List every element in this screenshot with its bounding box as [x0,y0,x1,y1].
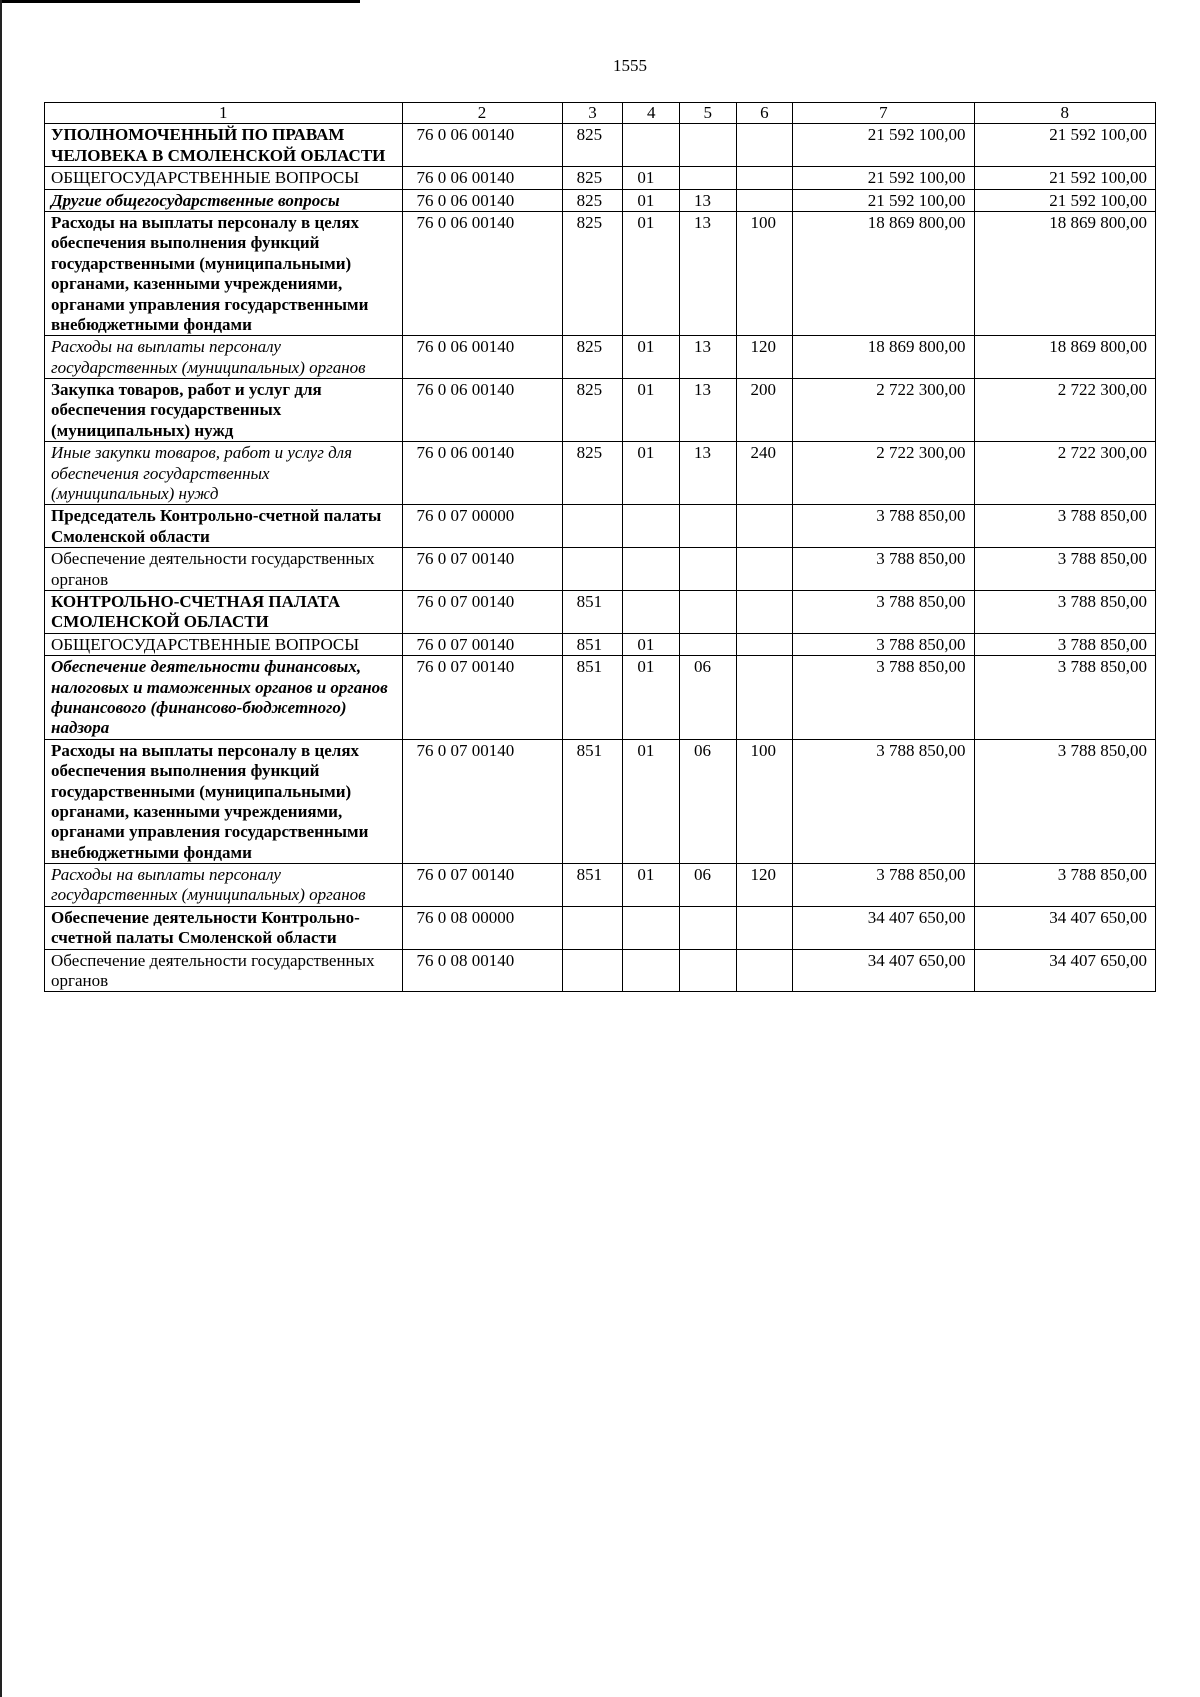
amount-cell-col8: 3 788 850,00 [974,656,1155,740]
amount-cell-col8: 21 592 100,00 [974,124,1155,167]
amount-cell-col8: 3 788 850,00 [974,590,1155,633]
table-row [45,906,1156,949]
target-article-cell: 76 0 06 00140 [402,442,562,505]
department-code-cell: 825 [562,442,623,505]
amount-cell-col8: 3 788 850,00 [974,633,1155,655]
section-code-cell [623,590,680,633]
amount-cell-col8: 34 407 650,00 [974,906,1155,949]
amount-cell-col8: 18 869 800,00 [974,211,1155,335]
subsection-code-cell: 13 [679,379,736,442]
target-article-cell: 76 0 07 00140 [402,656,562,740]
subsection-code-cell [679,505,736,548]
department-code-cell: 825 [562,189,623,211]
row-name-cell: Обеспечение деятельности Контрольно-счетной палаты Смоленской области [45,906,403,949]
amount-cell-col8: 2 722 300,00 [974,442,1155,505]
amount-cell-col8: 2 722 300,00 [974,379,1155,442]
section-code-cell: 01 [623,189,680,211]
target-article-cell: 76 0 07 00140 [402,633,562,655]
amount-cell-col7: 18 869 800,00 [793,211,974,335]
expense-type-cell: 120 [736,864,793,907]
section-code-cell [623,505,680,548]
amount-cell-col8: 3 788 850,00 [974,864,1155,907]
department-code-cell: 825 [562,336,623,379]
expense-type-cell [736,949,793,992]
section-code-cell: 01 [623,633,680,655]
subsection-code-cell [679,633,736,655]
amount-cell-col8: 3 788 850,00 [974,739,1155,863]
section-code-cell: 01 [623,739,680,863]
row-name-cell: Обеспечение деятельности государственных органов [45,949,403,992]
row-name-cell: Обеспечение деятельности финансовых, налоговых и таможенных органов и органов финансового (финансово-бюджетного) надзора [45,656,403,740]
amount-cell-col7: 34 407 650,00 [793,949,974,992]
table-body [45,124,1156,992]
expense-type-cell: 120 [736,336,793,379]
expense-type-cell: 100 [736,739,793,863]
column-header: 1 [45,103,403,124]
column-header: 5 [679,103,736,124]
table-row [45,211,1156,335]
row-name-cell: УПОЛНОМОЧЕННЫЙ ПО ПРАВАМ ЧЕЛОВЕКА В СМОЛЕНСКОЙ ОБЛАСТИ [45,124,403,167]
amount-cell-col7: 3 788 850,00 [793,656,974,740]
department-code-cell [562,505,623,548]
subsection-code-cell: 06 [679,864,736,907]
row-name-cell: Другие общегосударственные вопросы [45,189,403,211]
target-article-cell: 76 0 06 00140 [402,336,562,379]
subsection-code-cell [679,590,736,633]
target-article-cell: 76 0 06 00140 [402,189,562,211]
expense-type-cell [736,656,793,740]
target-article-cell: 76 0 07 00140 [402,548,562,591]
section-code-cell: 01 [623,379,680,442]
row-name-cell: ОБЩЕГОСУДАРСТВЕННЫЕ ВОПРОСЫ [45,167,403,189]
expense-type-cell: 240 [736,442,793,505]
subsection-code-cell: 13 [679,442,736,505]
table-row [45,949,1156,992]
row-name-cell: Обеспечение деятельности государственных органов [45,548,403,591]
amount-cell-col8: 3 788 850,00 [974,548,1155,591]
section-code-cell: 01 [623,442,680,505]
table-header-row [45,103,1156,124]
row-name-cell: Расходы на выплаты персоналу в целях обеспечения выполнения функций государственными (муниципальными) органами, казенными учреждениями, органами управления государственными внебюджетными фондами [45,211,403,335]
target-article-cell: 76 0 07 00140 [402,590,562,633]
table-row [45,336,1156,379]
row-name-cell: Расходы на выплаты персоналу государственных (муниципальных) органов [45,864,403,907]
amount-cell-col7: 3 788 850,00 [793,505,974,548]
table-row [45,590,1156,633]
target-article-cell: 76 0 07 00000 [402,505,562,548]
row-name-cell: Закупка товаров, работ и услуг для обеспечения государственных (муниципальных) нужд [45,379,403,442]
table-row [45,379,1156,442]
expense-type-cell [736,590,793,633]
section-code-cell: 01 [623,211,680,335]
amount-cell-col8: 18 869 800,00 [974,336,1155,379]
row-name-cell: ОБЩЕГОСУДАРСТВЕННЫЕ ВОПРОСЫ [45,633,403,655]
table-row [45,864,1156,907]
amount-cell-col7: 34 407 650,00 [793,906,974,949]
target-article-cell: 76 0 08 00140 [402,949,562,992]
page-number: 1555 [613,56,647,75]
department-code-cell [562,949,623,992]
row-name-cell: Председатель Контрольно-счетной палаты Смоленской области [45,505,403,548]
row-name-cell: Расходы на выплаты персоналу в целях обеспечения выполнения функций государственными (муниципальными) органами, казенными учреждениями, органами управления государственными внебюджетными фондами [45,739,403,863]
subsection-code-cell [679,906,736,949]
expense-type-cell [736,189,793,211]
amount-cell-col7: 2 722 300,00 [793,442,974,505]
amount-cell-col8: 21 592 100,00 [974,167,1155,189]
target-article-cell: 76 0 06 00140 [402,379,562,442]
subsection-code-cell: 13 [679,189,736,211]
table-row [45,124,1156,167]
left-scan-edge [0,0,2,1697]
department-code-cell: 851 [562,656,623,740]
amount-cell-col7: 3 788 850,00 [793,864,974,907]
subsection-code-cell: 13 [679,336,736,379]
amount-cell-col8: 3 788 850,00 [974,505,1155,548]
section-code-cell [623,906,680,949]
target-article-cell: 76 0 06 00140 [402,167,562,189]
table-row [45,442,1156,505]
section-code-cell: 01 [623,656,680,740]
row-name-cell: Расходы на выплаты персоналу государственных (муниципальных) органов [45,336,403,379]
budget-table [44,102,1156,992]
amount-cell-col7: 2 722 300,00 [793,379,974,442]
table-row [45,189,1156,211]
expense-type-cell [736,548,793,591]
target-article-cell: 76 0 08 00000 [402,906,562,949]
table-row [45,633,1156,655]
table-row [45,505,1156,548]
amount-cell-col7: 3 788 850,00 [793,590,974,633]
subsection-code-cell: 06 [679,739,736,863]
column-header: 3 [562,103,623,124]
amount-cell-col8: 21 592 100,00 [974,189,1155,211]
department-code-cell: 851 [562,864,623,907]
column-header: 4 [623,103,680,124]
department-code-cell: 851 [562,633,623,655]
amount-cell-col7: 21 592 100,00 [793,124,974,167]
top-border-line [0,0,360,3]
expense-type-cell [736,505,793,548]
subsection-code-cell [679,548,736,591]
subsection-code-cell [679,949,736,992]
department-code-cell [562,906,623,949]
table-row [45,167,1156,189]
expense-type-cell: 100 [736,211,793,335]
department-code-cell: 825 [562,211,623,335]
amount-cell-col7: 18 869 800,00 [793,336,974,379]
target-article-cell: 76 0 07 00140 [402,864,562,907]
column-header: 6 [736,103,793,124]
expense-type-cell [736,906,793,949]
department-code-cell [562,548,623,591]
row-name-cell: Иные закупки товаров, работ и услуг для обеспечения государственных (муниципальных) нужд [45,442,403,505]
section-code-cell [623,548,680,591]
department-code-cell: 851 [562,590,623,633]
department-code-cell: 825 [562,124,623,167]
column-header: 2 [402,103,562,124]
column-header: 8 [974,103,1155,124]
subsection-code-cell: 13 [679,211,736,335]
amount-cell-col7: 21 592 100,00 [793,167,974,189]
department-code-cell: 825 [562,167,623,189]
column-header: 7 [793,103,974,124]
amount-cell-col8: 34 407 650,00 [974,949,1155,992]
amount-cell-col7: 21 592 100,00 [793,189,974,211]
expense-type-cell [736,167,793,189]
table-row [45,548,1156,591]
amount-cell-col7: 3 788 850,00 [793,548,974,591]
expense-type-cell [736,124,793,167]
amount-cell-col7: 3 788 850,00 [793,633,974,655]
table-row [45,656,1156,740]
section-code-cell: 01 [623,167,680,189]
target-article-cell: 76 0 06 00140 [402,211,562,335]
section-code-cell [623,949,680,992]
subsection-code-cell [679,167,736,189]
row-name-cell: КОНТРОЛЬНО-СЧЕТНАЯ ПАЛАТА СМОЛЕНСКОЙ ОБЛАСТИ [45,590,403,633]
subsection-code-cell: 06 [679,656,736,740]
department-code-cell: 825 [562,379,623,442]
target-article-cell: 76 0 06 00140 [402,124,562,167]
section-code-cell: 01 [623,864,680,907]
target-article-cell: 76 0 07 00140 [402,739,562,863]
section-code-cell [623,124,680,167]
department-code-cell: 851 [562,739,623,863]
expense-type-cell [736,633,793,655]
amount-cell-col7: 3 788 850,00 [793,739,974,863]
table-row [45,739,1156,863]
section-code-cell: 01 [623,336,680,379]
subsection-code-cell [679,124,736,167]
expense-type-cell: 200 [736,379,793,442]
